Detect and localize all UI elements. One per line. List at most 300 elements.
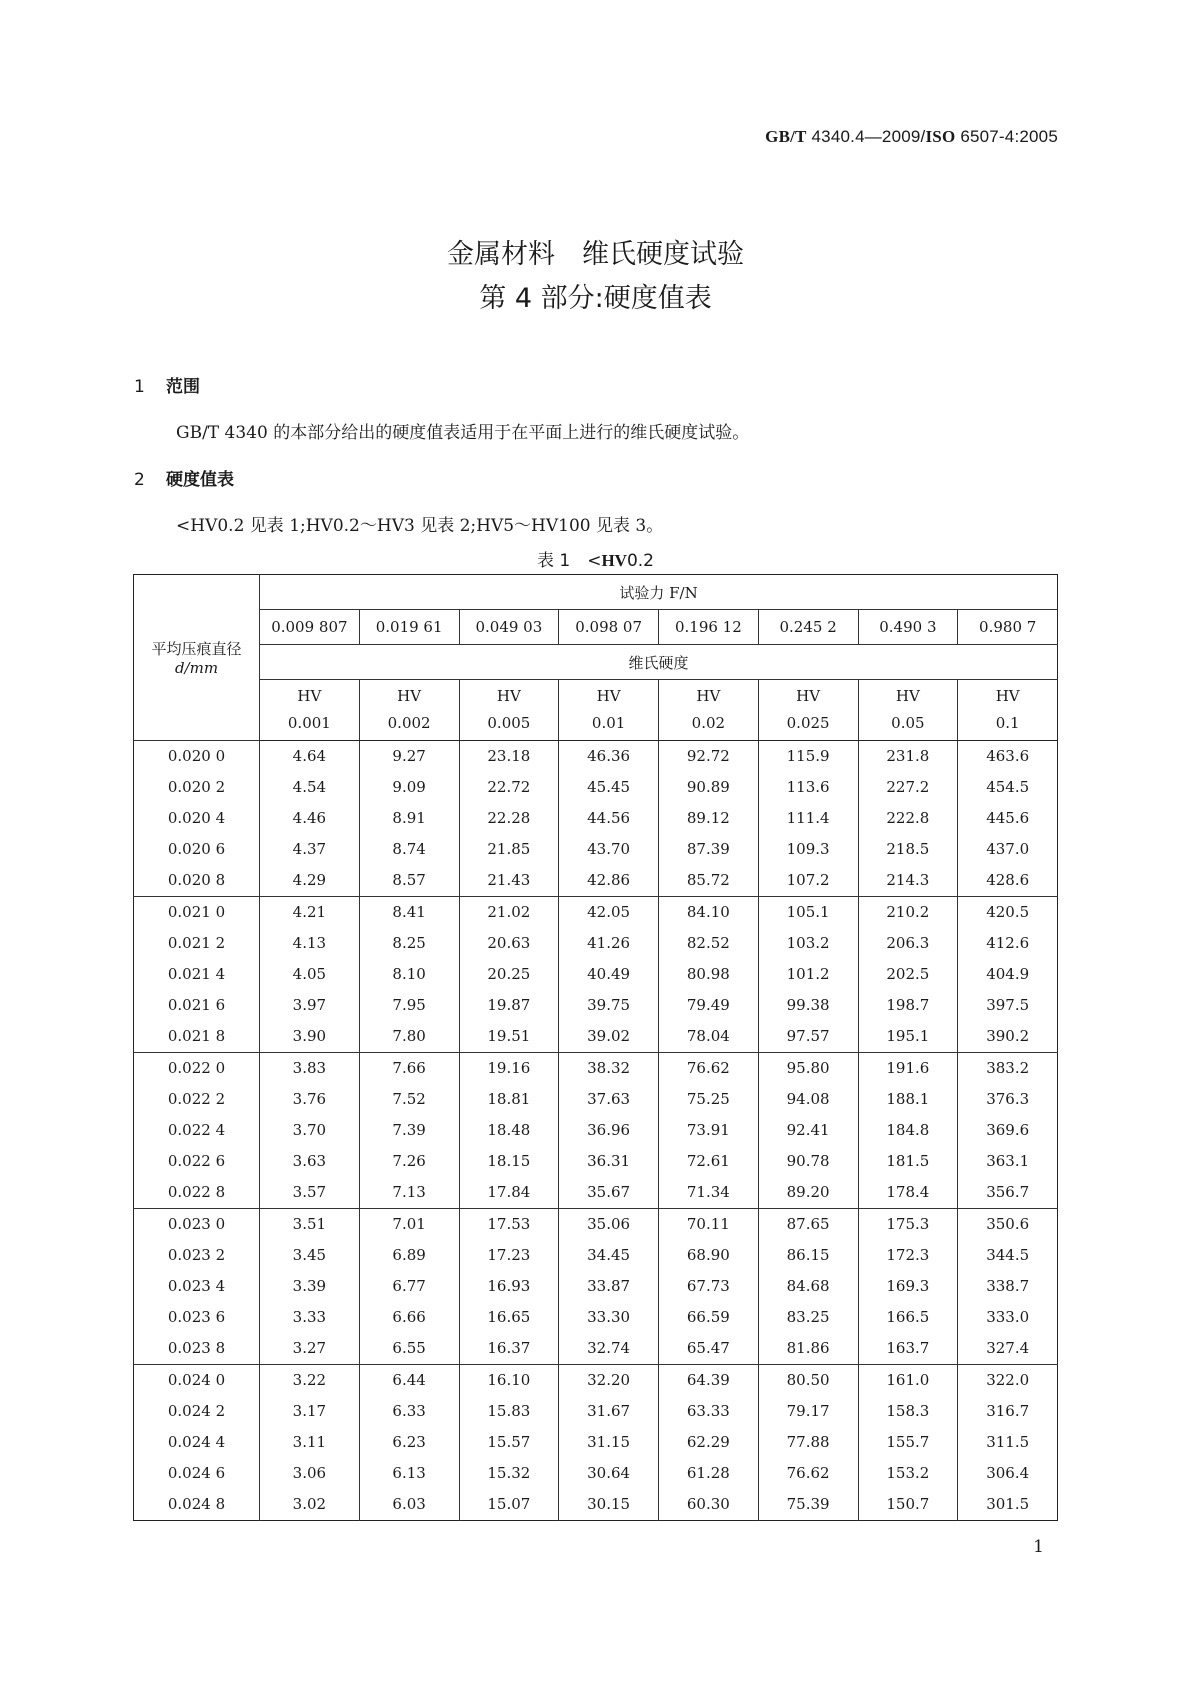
hardness-cell: 16.37 [459,1333,559,1365]
hardness-cell: 63.33 [659,1396,759,1427]
hardness-cell: 18.48 [459,1115,559,1146]
hardness-cell: 19.16 [459,1053,559,1085]
hardness-cell: 105.1 [758,897,858,929]
hardness-cell: 32.74 [559,1333,659,1365]
table-row [134,1053,1058,1085]
table-row [134,1084,1058,1115]
hardness-cell: 356.7 [958,1177,1058,1209]
hardness-cell: 76.62 [758,1458,858,1489]
hardness-cell: 3.90 [260,1021,360,1053]
hardness-cell: 158.3 [858,1396,958,1427]
scale-header [858,680,958,741]
hardness-cell: 369.6 [958,1115,1058,1146]
hardness-cell: 85.72 [659,865,759,897]
hardness-cell: 9.09 [359,772,459,803]
table-body [134,741,1058,1521]
hardness-cell: 15.07 [459,1489,559,1521]
table-row [134,1240,1058,1271]
force-value: 0.098 07 [559,610,659,645]
hardness-cell: 42.86 [559,865,659,897]
table-row [134,1396,1058,1427]
hardness-cell: 33.87 [559,1271,659,1302]
hardness-cell: 75.25 [659,1084,759,1115]
hardness-cell: 42.05 [559,897,659,929]
hardness-cell: 30.64 [559,1458,659,1489]
hardness-cell: 3.27 [260,1333,360,1365]
section-2-heading [134,465,234,490]
hardness-cell: 3.39 [260,1271,360,1302]
hardness-cell: 363.1 [958,1146,1058,1177]
hardness-cell: 60.30 [659,1489,759,1521]
hardness-cell: 18.15 [459,1146,559,1177]
table-row [134,897,1058,929]
hardness-cell: 7.01 [359,1209,459,1241]
hardness-cell: 35.06 [559,1209,659,1241]
scale-prefix: HV [397,687,422,705]
hardness-cell: 72.61 [659,1146,759,1177]
hardness-cell: 32.20 [559,1365,659,1397]
hardness-cell: 19.87 [459,990,559,1021]
hardness-cell: 3.97 [260,990,360,1021]
scale-prefix: HV [596,687,621,705]
hardness-cell: 218.5 [858,834,958,865]
table-caption [0,546,1191,571]
hardness-cell: 20.63 [459,928,559,959]
hardness-cell: 109.3 [758,834,858,865]
hardness-cell: 75.39 [758,1489,858,1521]
hardness-cell: 210.2 [858,897,958,929]
scale-header [459,680,559,741]
hardness-cell: 16.93 [459,1271,559,1302]
std-number: 4340.4—2009/ [806,127,926,146]
hardness-cell: 6.13 [359,1458,459,1489]
table-row [134,772,1058,803]
hardness-cell: 454.5 [958,772,1058,803]
hardness-cell: 66.59 [659,1302,759,1333]
hardness-cell: 181.5 [858,1146,958,1177]
table-row [134,1427,1058,1458]
hardness-cell: 79.17 [758,1396,858,1427]
table-row [134,1302,1058,1333]
hardness-cell: 80.50 [758,1365,858,1397]
header-row-hardness [134,645,1058,680]
hardness-cell: 188.1 [858,1084,958,1115]
hardness-cell: 222.8 [858,803,958,834]
diameter-cell: 0.024 2 [167,1402,226,1420]
hardness-cell: 70.11 [659,1209,759,1241]
caption-suffix: 0.2 [626,551,654,571]
diameter-cell: 0.022 4 [167,1121,226,1139]
hardness-cell: 153.2 [858,1458,958,1489]
hardness-cell: 8.57 [359,865,459,897]
hardness-cell: 8.41 [359,897,459,929]
section-1-text: GB/T 4340 的本部分给出的硬度值表适用于在平面上进行的维氏硬度试验。 [176,423,750,443]
hardness-cell: 95.80 [758,1053,858,1085]
hardness-cell: 6.89 [359,1240,459,1271]
hardness-cell: 17.23 [459,1240,559,1271]
hardness-cell: 206.3 [858,928,958,959]
table-row [134,1021,1058,1053]
hardness-cell: 350.6 [958,1209,1058,1241]
hardness-cell: 81.86 [758,1333,858,1365]
diameter-cell: 0.024 6 [167,1464,226,1482]
hardness-cell: 150.7 [858,1489,958,1521]
hardness-cell: 7.13 [359,1177,459,1209]
hardness-cell: 195.1 [858,1021,958,1053]
hardness-cell: 64.39 [659,1365,759,1397]
diameter-cell: 0.020 0 [167,747,226,765]
table-row [134,1271,1058,1302]
hardness-cell: 4.21 [260,897,360,929]
hardness-cell: 306.4 [958,1458,1058,1489]
caption-bold: HV [601,551,627,570]
header-row-force [134,575,1058,610]
hardness-cell: 4.54 [260,772,360,803]
hardness-cell: 6.44 [359,1365,459,1397]
hardness-cell: 412.6 [958,928,1058,959]
hardness-cell: 3.57 [260,1177,360,1209]
hardness-cell: 397.5 [958,990,1058,1021]
table-row [134,1209,1058,1241]
hardness-cell: 39.02 [559,1021,659,1053]
hardness-cell: 18.81 [459,1084,559,1115]
hardness-cell: 3.83 [260,1053,360,1085]
hardness-cell: 327.4 [958,1333,1058,1365]
hardness-cell: 8.91 [359,803,459,834]
force-value: 0.490 3 [858,610,958,645]
scale-prefix: HV [796,687,821,705]
hardness-cell: 4.29 [260,865,360,897]
table-row [134,865,1058,897]
iso-prefix: ISO [925,127,956,146]
hardness-cell: 21.43 [459,865,559,897]
hardness-cell: 86.15 [758,1240,858,1271]
hardness-cell: 166.5 [858,1302,958,1333]
hardness-cell: 67.73 [659,1271,759,1302]
scale-prefix: HV [496,687,521,705]
hardness-cell: 65.47 [659,1333,759,1365]
hardness-cell: 113.6 [758,772,858,803]
diameter-cell: 0.022 2 [167,1090,226,1108]
hardness-cell: 97.57 [758,1021,858,1053]
std-prefix: GB/T [765,127,807,146]
hardness-cell: 8.74 [359,834,459,865]
scale-prefix: HV [995,687,1020,705]
hardness-cell: 8.25 [359,928,459,959]
hardness-cell: 111.4 [758,803,858,834]
hardness-cell: 3.17 [260,1396,360,1427]
hardness-cell: 169.3 [858,1271,958,1302]
hardness-cell: 4.13 [260,928,360,959]
diameter-cell: 0.023 6 [167,1308,226,1326]
hardness-cell: 437.0 [958,834,1058,865]
hardness-cell: 79.49 [659,990,759,1021]
hardness-cell: 6.77 [359,1271,459,1302]
table-row [134,1489,1058,1521]
hardness-cell: 322.0 [958,1365,1058,1397]
hardness-cell: 172.3 [858,1240,958,1271]
hardness-cell: 6.66 [359,1302,459,1333]
hardness-cell: 420.5 [958,897,1058,929]
hardness-cell: 3.11 [260,1427,360,1458]
hardness-cell: 84.10 [659,897,759,929]
hardness-cell: 8.10 [359,959,459,990]
hardness-cell: 80.98 [659,959,759,990]
hardness-cell: 155.7 [858,1427,958,1458]
table-row [134,990,1058,1021]
hardness-cell: 6.55 [359,1333,459,1365]
table-row [134,959,1058,990]
diameter-cell: 0.023 0 [167,1215,226,1233]
hardness-cell: 103.2 [758,928,858,959]
hardness-cell: 184.8 [858,1115,958,1146]
table-row [134,834,1058,865]
scale-header [559,680,659,741]
diameter-cell: 0.021 8 [134,1021,260,1053]
diameter-cell: 0.020 2 [167,778,226,796]
hardness-cell: 202.5 [858,959,958,990]
hardness-cell: 22.28 [459,803,559,834]
table-row [134,1177,1058,1209]
iso-number: 6507-4:2005 [955,127,1058,146]
hardness-cell: 15.57 [459,1427,559,1458]
hardness-cell: 30.15 [559,1489,659,1521]
hardness-cell: 90.89 [659,772,759,803]
diameter-cell: 0.023 4 [167,1277,226,1295]
hardness-cell: 87.65 [758,1209,858,1241]
hardness-cell: 101.2 [758,959,858,990]
hardness-cell: 73.91 [659,1115,759,1146]
diameter-cell: 0.024 0 [167,1371,226,1389]
scale-value: 0.01 [591,714,626,732]
row-header-diameter [134,575,260,741]
force-value: 0.245 2 [758,610,858,645]
table-row [134,1146,1058,1177]
scale-header [659,680,759,741]
hardness-cell: 62.29 [659,1427,759,1458]
scale-prefix: HV [895,687,920,705]
hardness-cell: 404.9 [958,959,1058,990]
hardness-cell: 311.5 [958,1427,1058,1458]
diameter-cell: 0.023 8 [134,1333,260,1365]
hardness-cell: 198.7 [858,990,958,1021]
hardness-cell: 38.32 [559,1053,659,1085]
diameter-cell: 0.021 6 [167,996,226,1014]
hardness-cell: 376.3 [958,1084,1058,1115]
table-row [134,1115,1058,1146]
hardness-cell: 9.27 [359,741,459,773]
hardness-cell: 39.75 [559,990,659,1021]
hardness-cell: 36.96 [559,1115,659,1146]
hardness-cell: 35.67 [559,1177,659,1209]
hardness-cell: 31.15 [559,1427,659,1458]
hardness-cell: 344.5 [958,1240,1058,1271]
diameter-cell: 0.022 0 [167,1059,226,1077]
scale-value: 0.001 [287,714,331,732]
hardness-cell: 21.85 [459,834,559,865]
scale-header [958,680,1058,741]
hardness-cell: 43.70 [559,834,659,865]
hardness-cell: 4.37 [260,834,360,865]
row-header-line2: d/mm [174,659,219,677]
caption-prefix: 表 1 < [536,551,602,571]
hardness-cell: 33.30 [559,1302,659,1333]
hardness-cell: 231.8 [858,741,958,773]
hardness-cell: 175.3 [858,1209,958,1241]
hardness-cell: 16.10 [459,1365,559,1397]
section-number: 2 [134,470,145,490]
table-row [134,741,1058,773]
page-number: 1 [1033,1537,1044,1557]
hardness-cell: 82.52 [659,928,759,959]
hardness-cell: 90.78 [758,1146,858,1177]
force-header: 试验力 F/N [260,575,1058,610]
hardness-cell: 3.02 [260,1489,360,1521]
hardness-cell: 7.95 [359,990,459,1021]
scale-prefix: HV [297,687,322,705]
hardness-cell: 68.90 [659,1240,759,1271]
section-title: 范围 [166,377,200,397]
force-value: 0.009 807 [260,610,360,645]
hardness-cell: 3.45 [260,1240,360,1271]
scale-value: 0.005 [487,714,531,732]
hardness-header: 维氏硬度 [260,645,1058,680]
hardness-cell: 3.33 [260,1302,360,1333]
hardness-cell: 87.39 [659,834,759,865]
hardness-cell: 214.3 [858,865,958,897]
hardness-cell: 94.08 [758,1084,858,1115]
scale-value: 0.1 [995,714,1020,732]
hardness-cell: 17.84 [459,1177,559,1209]
hardness-table [133,574,1058,1521]
diameter-cell: 0.021 2 [167,934,226,952]
hardness-cell: 61.28 [659,1458,759,1489]
hardness-cell: 115.9 [758,741,858,773]
scale-header [359,680,459,741]
scale-header [758,680,858,741]
hardness-cell: 41.26 [559,928,659,959]
section-title: 硬度值表 [166,470,234,490]
table-row [134,928,1058,959]
diameter-cell: 0.024 8 [167,1495,226,1513]
hardness-cell: 22.72 [459,772,559,803]
hardness-cell: 40.49 [559,959,659,990]
hardness-cell: 163.7 [858,1333,958,1365]
diameter-cell: 0.024 4 [167,1433,226,1451]
hardness-cell: 45.45 [559,772,659,803]
hardness-cell: 178.4 [858,1177,958,1209]
document-code [765,127,1058,147]
hardness-cell: 301.5 [958,1489,1058,1521]
hardness-cell: 46.36 [559,741,659,773]
hardness-cell: 390.2 [958,1021,1058,1053]
hardness-cell: 17.53 [459,1209,559,1241]
hardness-cell: 34.45 [559,1240,659,1271]
hardness-cell: 333.0 [958,1302,1058,1333]
hardness-cell: 71.34 [659,1177,759,1209]
hardness-cell: 89.20 [758,1177,858,1209]
diameter-cell: 0.021 4 [167,965,226,983]
hardness-cell: 23.18 [459,741,559,773]
diameter-cell: 0.022 8 [134,1177,260,1209]
hardness-cell: 15.32 [459,1458,559,1489]
hardness-cell: 31.67 [559,1396,659,1427]
force-value: 0.196 12 [659,610,759,645]
hardness-cell: 78.04 [659,1021,759,1053]
document-title-line2: 第 4 部分:硬度值表 [479,283,712,314]
hardness-cell: 338.7 [958,1271,1058,1302]
hardness-cell: 383.2 [958,1053,1058,1085]
hardness-cell: 107.2 [758,865,858,897]
hardness-cell: 7.26 [359,1146,459,1177]
force-value: 0.049 03 [459,610,559,645]
scale-value: 0.002 [387,714,431,732]
header-row-scales [134,680,1058,741]
hardness-cell: 3.06 [260,1458,360,1489]
hardness-cell: 37.63 [559,1084,659,1115]
table-header [134,575,1058,741]
diameter-cell: 0.020 8 [134,865,260,897]
hardness-cell: 428.6 [958,865,1058,897]
hardness-cell: 4.05 [260,959,360,990]
hardness-cell: 4.46 [260,803,360,834]
hardness-cell: 463.6 [958,741,1058,773]
hardness-cell: 92.72 [659,741,759,773]
hardness-cell: 20.25 [459,959,559,990]
hardness-cell: 3.51 [260,1209,360,1241]
hardness-cell: 44.56 [559,803,659,834]
section-1-heading [134,372,200,397]
scale-value: 0.025 [786,714,830,732]
hardness-cell: 6.23 [359,1427,459,1458]
table-row [134,1333,1058,1365]
hardness-cell: 191.6 [858,1053,958,1085]
hardness-cell: 316.7 [958,1396,1058,1427]
section-number: 1 [134,377,145,397]
hardness-cell: 19.51 [459,1021,559,1053]
hardness-cell: 36.31 [559,1146,659,1177]
hardness-cell: 3.22 [260,1365,360,1397]
hardness-cell: 7.80 [359,1021,459,1053]
hardness-cell: 7.52 [359,1084,459,1115]
hardness-cell: 89.12 [659,803,759,834]
hardness-cell: 7.66 [359,1053,459,1085]
hardness-cell: 76.62 [659,1053,759,1085]
hardness-cell: 3.76 [260,1084,360,1115]
hardness-cell: 92.41 [758,1115,858,1146]
hardness-cell: 3.70 [260,1115,360,1146]
hardness-cell: 83.25 [758,1302,858,1333]
hardness-cell: 16.65 [459,1302,559,1333]
hardness-cell: 99.38 [758,990,858,1021]
diameter-cell: 0.021 0 [167,903,226,921]
table-row [134,803,1058,834]
diameter-cell: 0.020 6 [167,840,226,858]
force-value: 0.980 7 [958,610,1058,645]
diameter-cell: 0.023 2 [167,1246,226,1264]
document-title-line1: 金属材料 维氏硬度试验 [447,239,744,270]
hardness-cell: 7.39 [359,1115,459,1146]
section-2-text: <HV0.2 见表 1;HV0.2～HV3 见表 2;HV5～HV100 见表 3。 [176,516,664,536]
hardness-cell: 445.6 [958,803,1058,834]
hardness-cell: 161.0 [858,1365,958,1397]
hardness-cell: 227.2 [858,772,958,803]
hardness-cell: 84.68 [758,1271,858,1302]
scale-value: 0.02 [691,714,726,732]
scale-value: 0.05 [891,714,925,732]
header-row-force-values [134,610,1058,645]
table-row [134,1458,1058,1489]
